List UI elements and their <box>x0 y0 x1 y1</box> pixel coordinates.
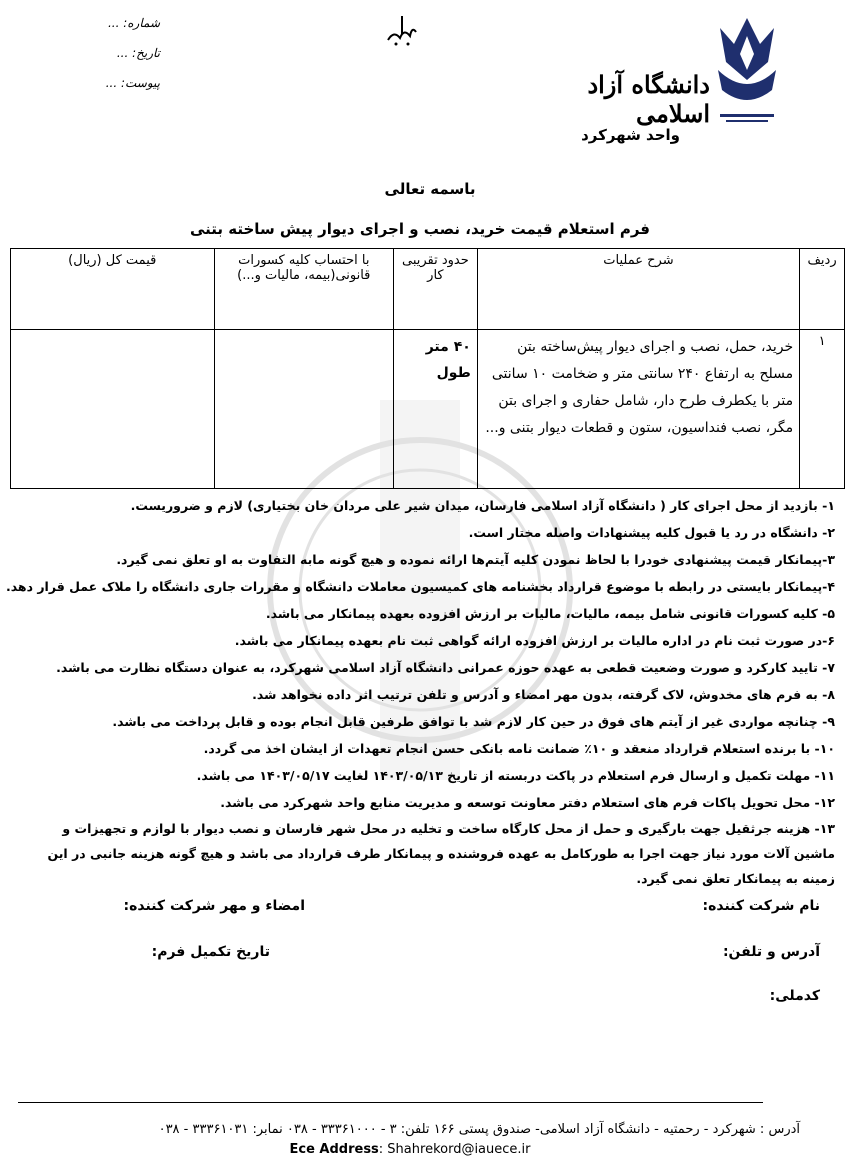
footer-email <box>200 1142 620 1157</box>
header-deductions: با احتساب کلیه کسورات قانونی(بیمه، مالیات و...) <box>214 249 393 330</box>
postal-code-label: کدملی: <box>769 988 820 1004</box>
cell-deductions[interactable] <box>214 330 393 489</box>
sign-stamp-label: امضاء و مهر شرکت کننده: <box>123 898 305 914</box>
cell-description: خرید، حمل، نصب و اجرای دیوار پیش‌ساخته بتن مسلح به ارتفاع ۲۴۰ سانتی متر و ضخامت ۱۰ سانتی متر با یکطرف طرح دار، شامل حفاری و اجرای بتن مگر، نصب فنداسیون، ستون و قطعات دیوار بتنی و... <box>477 330 799 489</box>
condition-item: ۱۳- هزینه جرثقیل جهت بارگیری و حمل از محل کارگاه ساخت و تخلیه در محل شهر فارسان و نصب دیوار با لوازم و تجهیزات و ماشین آلات مورد نیاز جهت اجرا به طورکامل به عهده فروشنده و پیمانکار طرف قرارداد می باشد و هیچ گونه هزینه جانبی در این زمینه به پیمانکار تعلق نمی گیرد. <box>47 821 835 886</box>
document-meta <box>70 12 160 102</box>
document-date: تاریخ: ... <box>116 46 160 60</box>
document-attachment: پیوست: ... <box>105 76 160 90</box>
calligraphy-emblem <box>382 10 422 50</box>
header-row-number: ردیف <box>800 249 845 330</box>
condition-item: ۲- دانشگاه در رد یا قبول کلیه پیشنهادات واصله مختار است. <box>468 525 835 540</box>
condition-item: ۶-در صورت ثبت نام در اداره مالیات بر ارزش افزوده ارائه گواهی ثبت نام بعهده پیمانکار می باشد. <box>234 633 835 648</box>
branch-name: واحد شهرکرد <box>581 126 680 144</box>
condition-item: ۱- بازدید از محل اجرای کار ( دانشگاه آزاد اسلامی فارسان، میدان شیر علی مردان خان بختیاری) لازم و ضروریست. <box>130 498 835 513</box>
address-phone-label: آدرس و تلفن: <box>722 944 820 960</box>
condition-item: ۱۱- مهلت تکمیل و ارسال فرم استعلام در پاکت دربسته از تاریخ ۱۴۰۳/۰۵/۱۳ لغایت ۱۴۰۳/۰۵/۱۷ می باشد. <box>196 768 835 783</box>
header-quantity: حدود تقریبی کار <box>394 249 478 330</box>
university-logo <box>712 14 782 134</box>
email-label: Ece Address <box>289 1142 379 1157</box>
basmala: باسمه تعالی <box>384 180 476 198</box>
university-name: دانشگاه آزاد اسلامی <box>587 70 710 128</box>
table-header-row <box>11 249 845 330</box>
header-total-price: قیمت کل (ریال) <box>11 249 215 330</box>
email-value[interactable]: : Shahrekord@iauece.ir <box>378 1142 531 1157</box>
document-number: شماره: ... <box>107 16 160 30</box>
header-description: شرح عملیات <box>477 249 799 330</box>
conditions-list <box>5 492 835 891</box>
form-date-label: تاریخ تکمیل فرم: <box>151 944 270 960</box>
condition-item: ۱۰- با برنده استعلام قرارداد منعقد و ۱۰٪ ضمانت نامه بانکی حسن انجام تعهدات از ایشان اخذ می گردد. <box>203 741 835 756</box>
condition-item: ۴-پیمانکار بایستی در رابطه با موضوع قرارداد بخشنامه های کمیسیون معاملات دانشگاه و مقررات جاری دانشگاه را ملاک عمل قرار دهد. <box>5 579 835 594</box>
cell-row-number: ۱ <box>800 330 845 489</box>
table-row <box>11 330 845 489</box>
condition-item: ۵- کلیه کسورات قانونی شامل بیمه، مالیات، مالیات بر ارزش افزوده بعهده پیمانکار می باشد. <box>265 606 835 621</box>
company-name-label: نام شرکت کننده: <box>702 898 820 914</box>
cell-quantity: ۴۰ متر طول <box>394 330 478 489</box>
footer-divider <box>18 1102 763 1103</box>
condition-item: ۹- چنانچه مواردی غیر از آیتم های فوق در حین کار لازم شد با توافق طرفین قابل انجام بوده و قابل پرداخت می باشد. <box>112 714 835 729</box>
form-title: فرم استعلام قیمت خرید، نصب و اجرای دیوار پیش ساخته بتنی <box>190 220 650 238</box>
condition-item: ۸- به فرم های مخدوش، لاک گرفته، بدون مهر امضاء و آدرس و تلفن ترتیب اثر داده نخواهد شد. <box>252 687 835 702</box>
condition-item: ۷- تایید کارکرد و صورت وضعیت قطعی به عهده حوزه عمرانی دانشگاه آزاد اسلامی شهرکرد، به عنوان دستگاه نظارت می باشد. <box>56 660 835 675</box>
condition-item: ۳-پیمانکار قیمت پیشنهادی خودرا با لحاظ نمودن کلیه آیتم‌ها ارائه نموده و هیچ گونه مابه التفاوت به او تعلق نمی گیرد. <box>116 552 835 567</box>
condition-item: ۱۲- محل تحویل پاکات فرم های استعلام دفتر معاونت توسعه و مدیریت منابع واحد شهرکرد می باشد. <box>220 795 835 810</box>
footer-address: آدرس : شهرکرد - رحمتیه - دانشگاه آزاد اسلامی- صندوق پستی ۱۶۶ تلفن: ۳ - ۳۳۳۶۱۰۰۰ - ۰۳۸ نمابر: ۳۳۳۶۱۰۳۱ - ۰۳۸ <box>158 1122 800 1137</box>
cell-total-price[interactable] <box>11 330 215 489</box>
items-table <box>10 248 845 489</box>
